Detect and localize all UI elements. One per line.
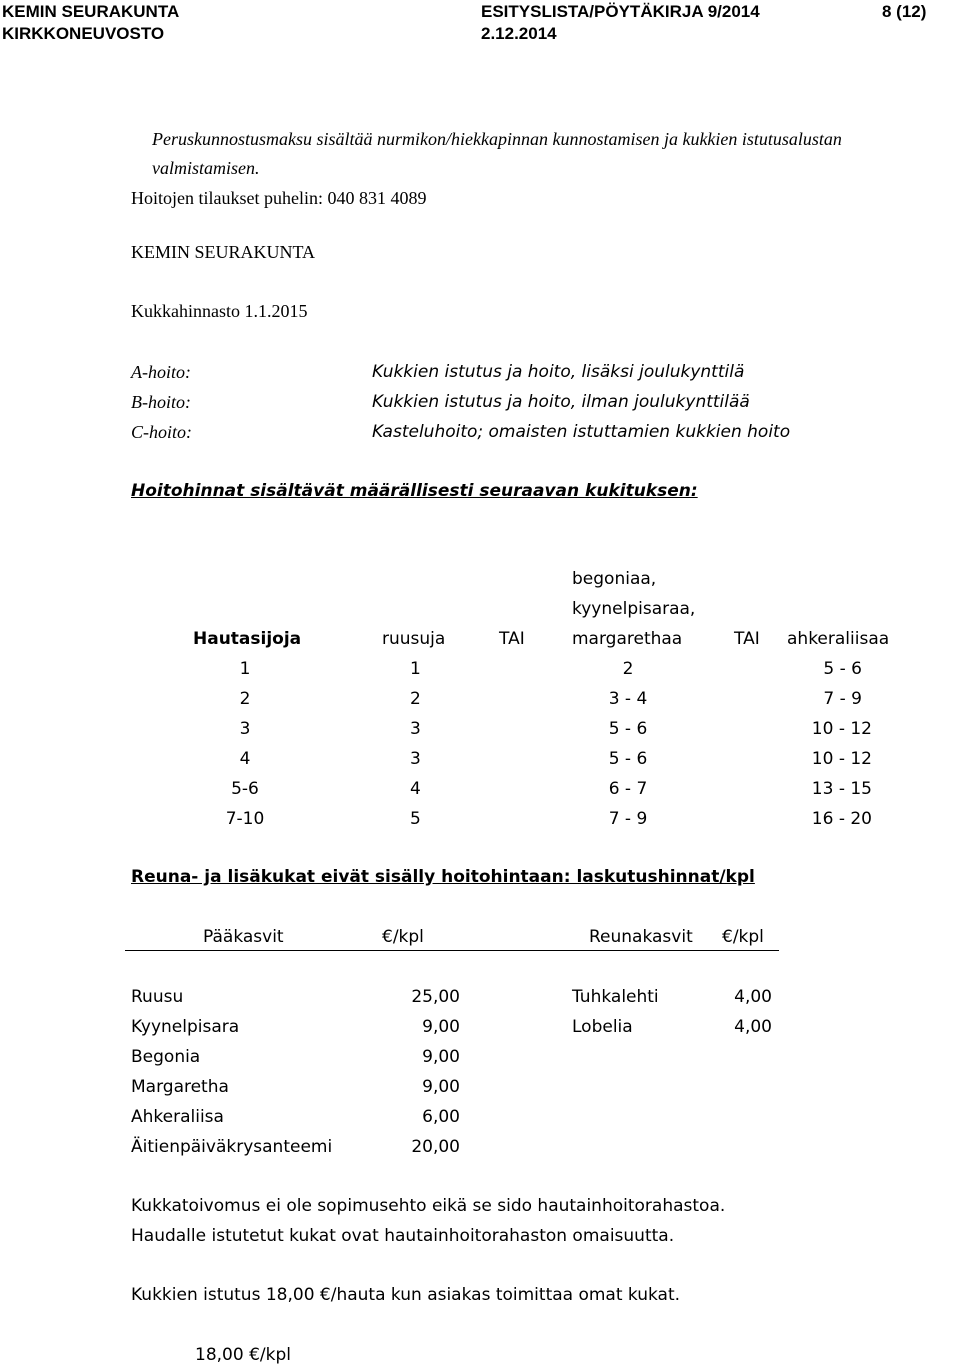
col-header-edge-plants: Reunakasvit [589,927,693,947]
cell-ahkeraliisa: 7 - 9 [823,689,862,709]
main-plant-price: 9,00 [422,1077,460,1097]
care-type-desc: Kasteluhoito; omaisten istuttamien kukkien hoito [372,422,791,442]
cell-ahkeraliisa: 10 - 12 [811,719,872,739]
care-heading: Hoitohinnat sisältävät määrällisesti seuraavan kukituksen: [131,481,698,501]
main-plant-name: Ahkeraliisa [131,1107,224,1127]
cell-graves: 7-10 [225,809,265,829]
edge-plant-price: 4,00 [734,1017,772,1037]
cell-roses: 3 [410,749,421,769]
cell-roses: 2 [410,689,421,709]
extra-flowers-heading: Reuna- ja lisäkukat eivät sisälly hoitohintaan: laskutushinnat/kpl [131,867,755,887]
cell-graves: 2 [239,689,251,709]
col-header-ahkeraliisa: ahkeraliisaa [787,629,890,649]
col-header-edge-unit: €/kpl [722,927,764,947]
main-plant-price: 25,00 [411,987,460,1007]
intro-line-2: valmistamisen. [152,158,260,178]
org-name: KEMIN SEURAKUNTA [2,2,180,21]
intro-line-1: Peruskunnostusmaksu sisältää nurmikon/hiekkapinnan kunnostamisen ja kukkien istutusalustan [152,129,842,149]
edge-plant-price: 4,00 [734,987,772,1007]
cell-roses: 4 [410,779,421,799]
org-heading: KEMIN SEURAKUNTA [131,242,316,262]
care-type-label: C-hoito: [131,422,192,442]
cell-roses: 3 [410,719,421,739]
edge-plant-name: Tuhkalehti [572,987,659,1007]
main-plant-name: Äitienpäiväkrysanteemi [131,1137,333,1157]
cell-ahkeraliisa: 10 - 12 [811,749,872,769]
cell-mix: 6 - 7 [608,779,648,799]
care-type-label: A-hoito: [131,362,191,382]
table-row [0,808,960,838]
cell-ahkeraliisa: 13 - 15 [811,779,872,799]
main-plant-price: 20,00 [411,1137,460,1157]
edge-plant-name: Lobelia [572,1017,633,1037]
table-row [0,658,960,688]
col-header-or: TAI [734,629,760,649]
care-type-label: B-hoito: [131,392,191,412]
col-header-roses: ruusuja [382,629,446,649]
col-header-mix: margarethaa [572,629,683,649]
cell-graves: 3 [239,719,251,739]
col-header-main-plants: Pääkasvit [203,927,284,947]
cell-graves: 1 [239,659,251,679]
planting-price-note: Kukkien istutus 18,00 €/hauta kun asiakas toimittaa omat kukat. [131,1285,681,1305]
cell-mix: 3 - 4 [608,689,648,709]
header-divider [125,950,779,951]
main-plant-price: 9,00 [422,1047,460,1067]
col-header-graves: Hautasijoja [193,629,302,649]
cell-graves: 4 [239,749,251,769]
main-plant-name: Margaretha [131,1077,229,1097]
cell-roses: 1 [410,659,421,679]
cell-graves: 5-6 [231,779,259,799]
cell-ahkeraliisa: 16 - 20 [811,809,872,829]
cell-mix: 7 - 9 [608,809,648,829]
document-type: ESITYSLISTA/PÖYTÄKIRJA 9/2014 [481,2,760,21]
col-header-main-unit: €/kpl [382,927,424,947]
cell-roses: 5 [410,809,421,829]
note-line: Kukkatoivomus ei ole sopimusehto eikä se sido hautainhoitorahastoa. [131,1196,726,1216]
cell-mix: 5 - 6 [608,719,648,739]
page-number: 8 (12) [882,2,927,21]
document-date: 2.12.2014 [481,24,557,43]
main-plant-price: 9,00 [422,1017,460,1037]
table-row [0,778,960,808]
cell-ahkeraliisa: 5 - 6 [823,659,862,679]
note-line: Haudalle istutetut kukat ovat hautainhoitorahaston omaisuutta. [131,1226,675,1246]
main-plant-name: Begonia [131,1047,201,1067]
main-plant-name: Ruusu [131,987,184,1007]
pricelist-title: Kukkahinnasto 1.1.2015 [131,301,308,321]
cell-mix: 2 [622,659,634,679]
table-row [0,688,960,718]
table-row [0,748,960,778]
col-header-or: TAI [499,629,525,649]
col-header-mix: begoniaa, [572,569,657,589]
main-plant-name: Kyynelpisara [131,1017,240,1037]
care-type-desc: Kukkien istutus ja hoito, lisäksi joulukynttilä [372,362,745,382]
order-phone: Hoitojen tilaukset puhelin: 040 831 4089 [131,188,427,208]
col-header-mix: kyynelpisaraa, [572,599,696,619]
table-row [0,718,960,748]
main-plant-price: 6,00 [422,1107,460,1127]
board-name: KIRKKONEUVOSTO [2,24,165,43]
unit-price: 18,00 €/kpl [195,1345,291,1365]
cell-mix: 5 - 6 [608,749,648,769]
care-type-desc: Kukkien istutus ja hoito, ilman joulukynttilää [372,392,750,412]
